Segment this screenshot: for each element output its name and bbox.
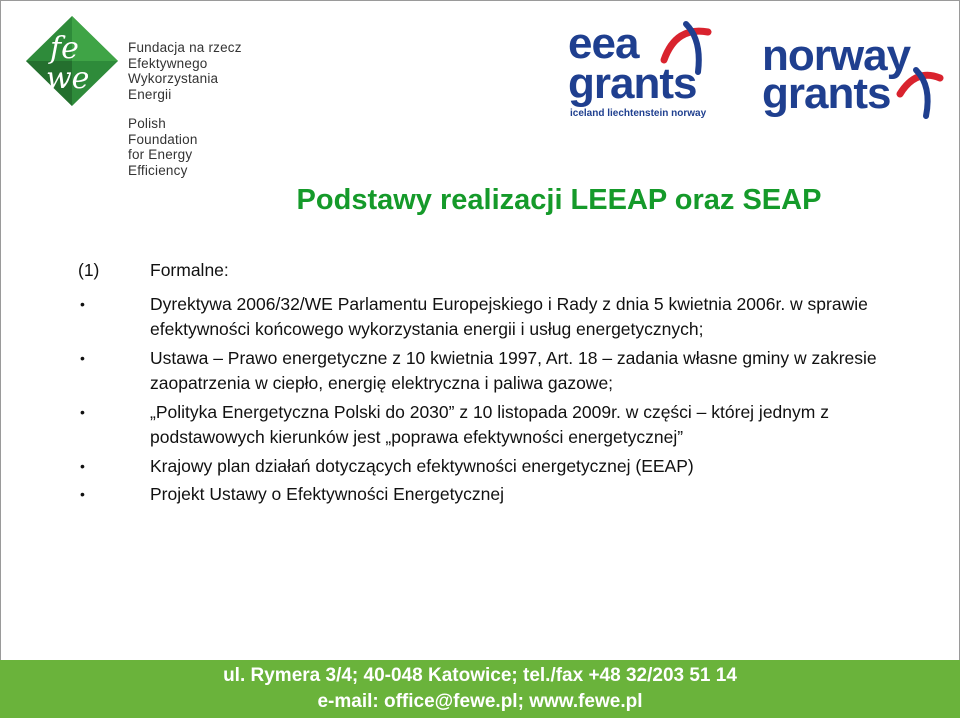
section-label: Formalne:: [150, 260, 229, 280]
slide-content: [78, 258, 888, 511]
bullet: •: [80, 295, 85, 312]
list-item: [78, 482, 888, 508]
slide-title: Podstawy realizacji LEEAP oraz SEAP: [296, 184, 822, 216]
bullet: •: [80, 457, 85, 474]
footer-bar: [0, 660, 960, 718]
norway-word: norway: [762, 31, 911, 80]
norway-grants-word: grants: [762, 69, 891, 118]
footer-address: ul. Rymera 3/4; 40-048 Katowice; tel./fax +48 32/203 51 14: [223, 665, 737, 686]
svg-text:fe: fe: [50, 31, 79, 66]
fewe-name: [128, 40, 242, 178]
list-item: [78, 346, 888, 397]
norway-swoosh-icon: [896, 64, 944, 120]
eea-countries: iceland liechtenstein norway: [570, 108, 707, 119]
list-item: [78, 292, 888, 343]
section-number: (1): [78, 260, 100, 280]
svg-text:we: we: [46, 61, 90, 96]
eea-grants-word: grants: [568, 59, 697, 108]
list-item-text: Projekt Ustawy o Efektywności Energetycznej: [150, 484, 505, 504]
eea-swoosh-icon: [658, 20, 714, 76]
list-item-text: Krajowy plan działań dotyczących efektywności energetycznej (EEAP): [150, 455, 694, 476]
fewe-name-en: Polish Foundation for Energy Efficiency: [128, 116, 198, 178]
list-item: [78, 400, 888, 451]
eea-word: eea: [568, 19, 639, 68]
list-item-text: „Polityka Energetyczna Polski do 2030” z 10 listopada 2009r. w części – której jednym z podstawowych kierunków jest „poprawa efektywności energetycznej”: [150, 401, 829, 447]
bullet: •: [80, 349, 85, 366]
section-heading: [78, 258, 888, 284]
list-item-text: Ustawa – Prawo energetyczne z 10 kwietnia 1997, Art. 18 – zadania własne gminy w zakresie zaopatrzenia w ciepło, energię elektryczna i paliwa gazowe;: [150, 347, 877, 393]
bullet: •: [80, 486, 85, 502]
bullet: •: [80, 403, 85, 420]
footer-contact: e-mail: office@fewe.pl; www.fewe.pl: [317, 691, 643, 712]
fewe-logo: [24, 14, 120, 108]
list-item-text: Dyrektywa 2006/32/WE Parlamentu Europejskiego i Rady z dnia 5 kwietnia 2006r. w sprawie efektywności końcowego wykorzystania energii i usług energetycznych;: [150, 293, 868, 339]
fewe-name-pl: Fundacja na rzecz Efektywnego Wykorzystania Energii: [128, 40, 242, 102]
list-item: [78, 454, 888, 480]
